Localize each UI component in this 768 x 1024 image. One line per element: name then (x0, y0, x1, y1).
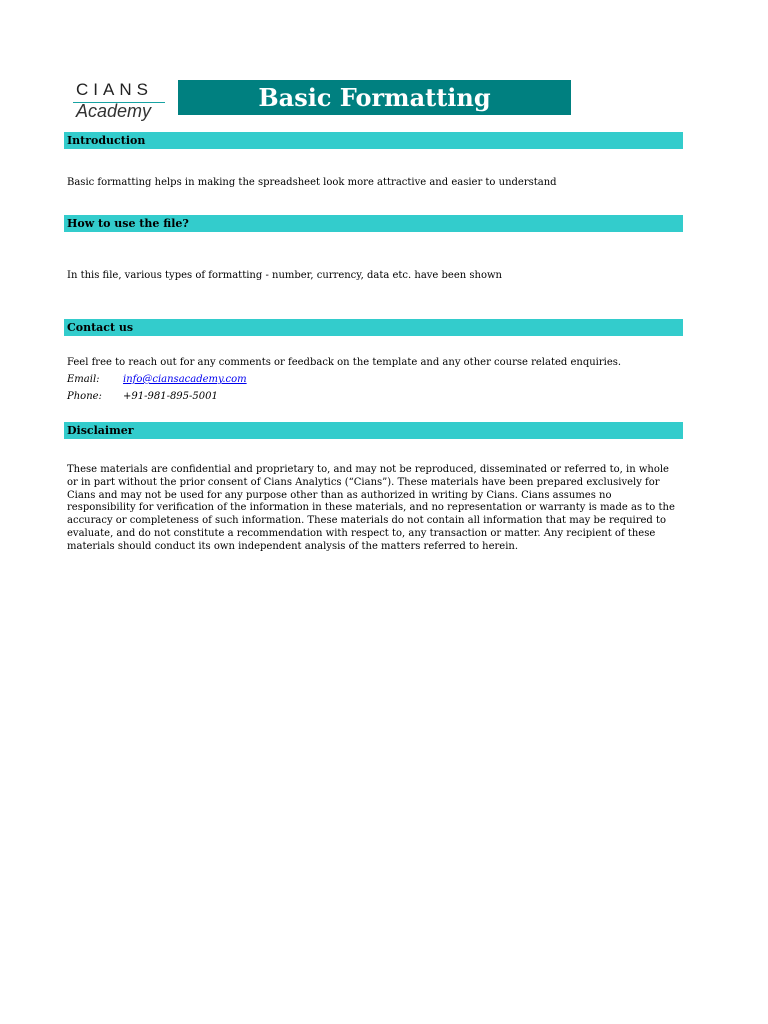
phone-label: Phone: (67, 391, 102, 402)
section-header-contact: Contact us (64, 319, 683, 336)
section-header-introduction: Introduction (64, 132, 683, 149)
contact-text: Feel free to reach out for any comments or feedback on the template and any other course related enquiries. (67, 357, 622, 368)
logo-wordmark-bottom: Academy (76, 101, 152, 121)
disclaimer-text: These materials are confidential and proprietary to, and may not be reproduced, disseminated or referred to, in whole or in part without the prior consent of Cians Analytics (“Cians”). These materials have been prepared exclusively for Cians and may not be used for any purpose other than as authorized in writing by Cians. Cians assumes no responsibility for verification of the information in these materials, and no representation or warranty is made as to the accuracy or completeness of such information. These materials do not contain all information that may be required to evaluate, and do not constitute a recommendation with respect to, any transaction or matter. Any recipient of these materials should conduct its own independent analysis of the matters referred to herein. (67, 464, 675, 552)
phone-value: +91-981-895-5001 (123, 391, 218, 402)
cians-academy-logo (70, 80, 166, 124)
introduction-text: Basic formatting helps in making the spreadsheet look more attractive and easier to understand (67, 177, 557, 188)
how-to-use-text: In this file, various types of formatting - number, currency, data etc. have been shown (67, 270, 502, 281)
logo-wordmark-top: CIANS (76, 80, 153, 99)
email-link[interactable]: info@ciansacademy.com (123, 374, 247, 385)
page-title: Basic Formatting (178, 80, 571, 115)
section-header-disclaimer: Disclaimer (64, 422, 683, 439)
section-header-how-to-use: How to use the file? (64, 215, 683, 232)
email-label: Email: (67, 374, 100, 385)
